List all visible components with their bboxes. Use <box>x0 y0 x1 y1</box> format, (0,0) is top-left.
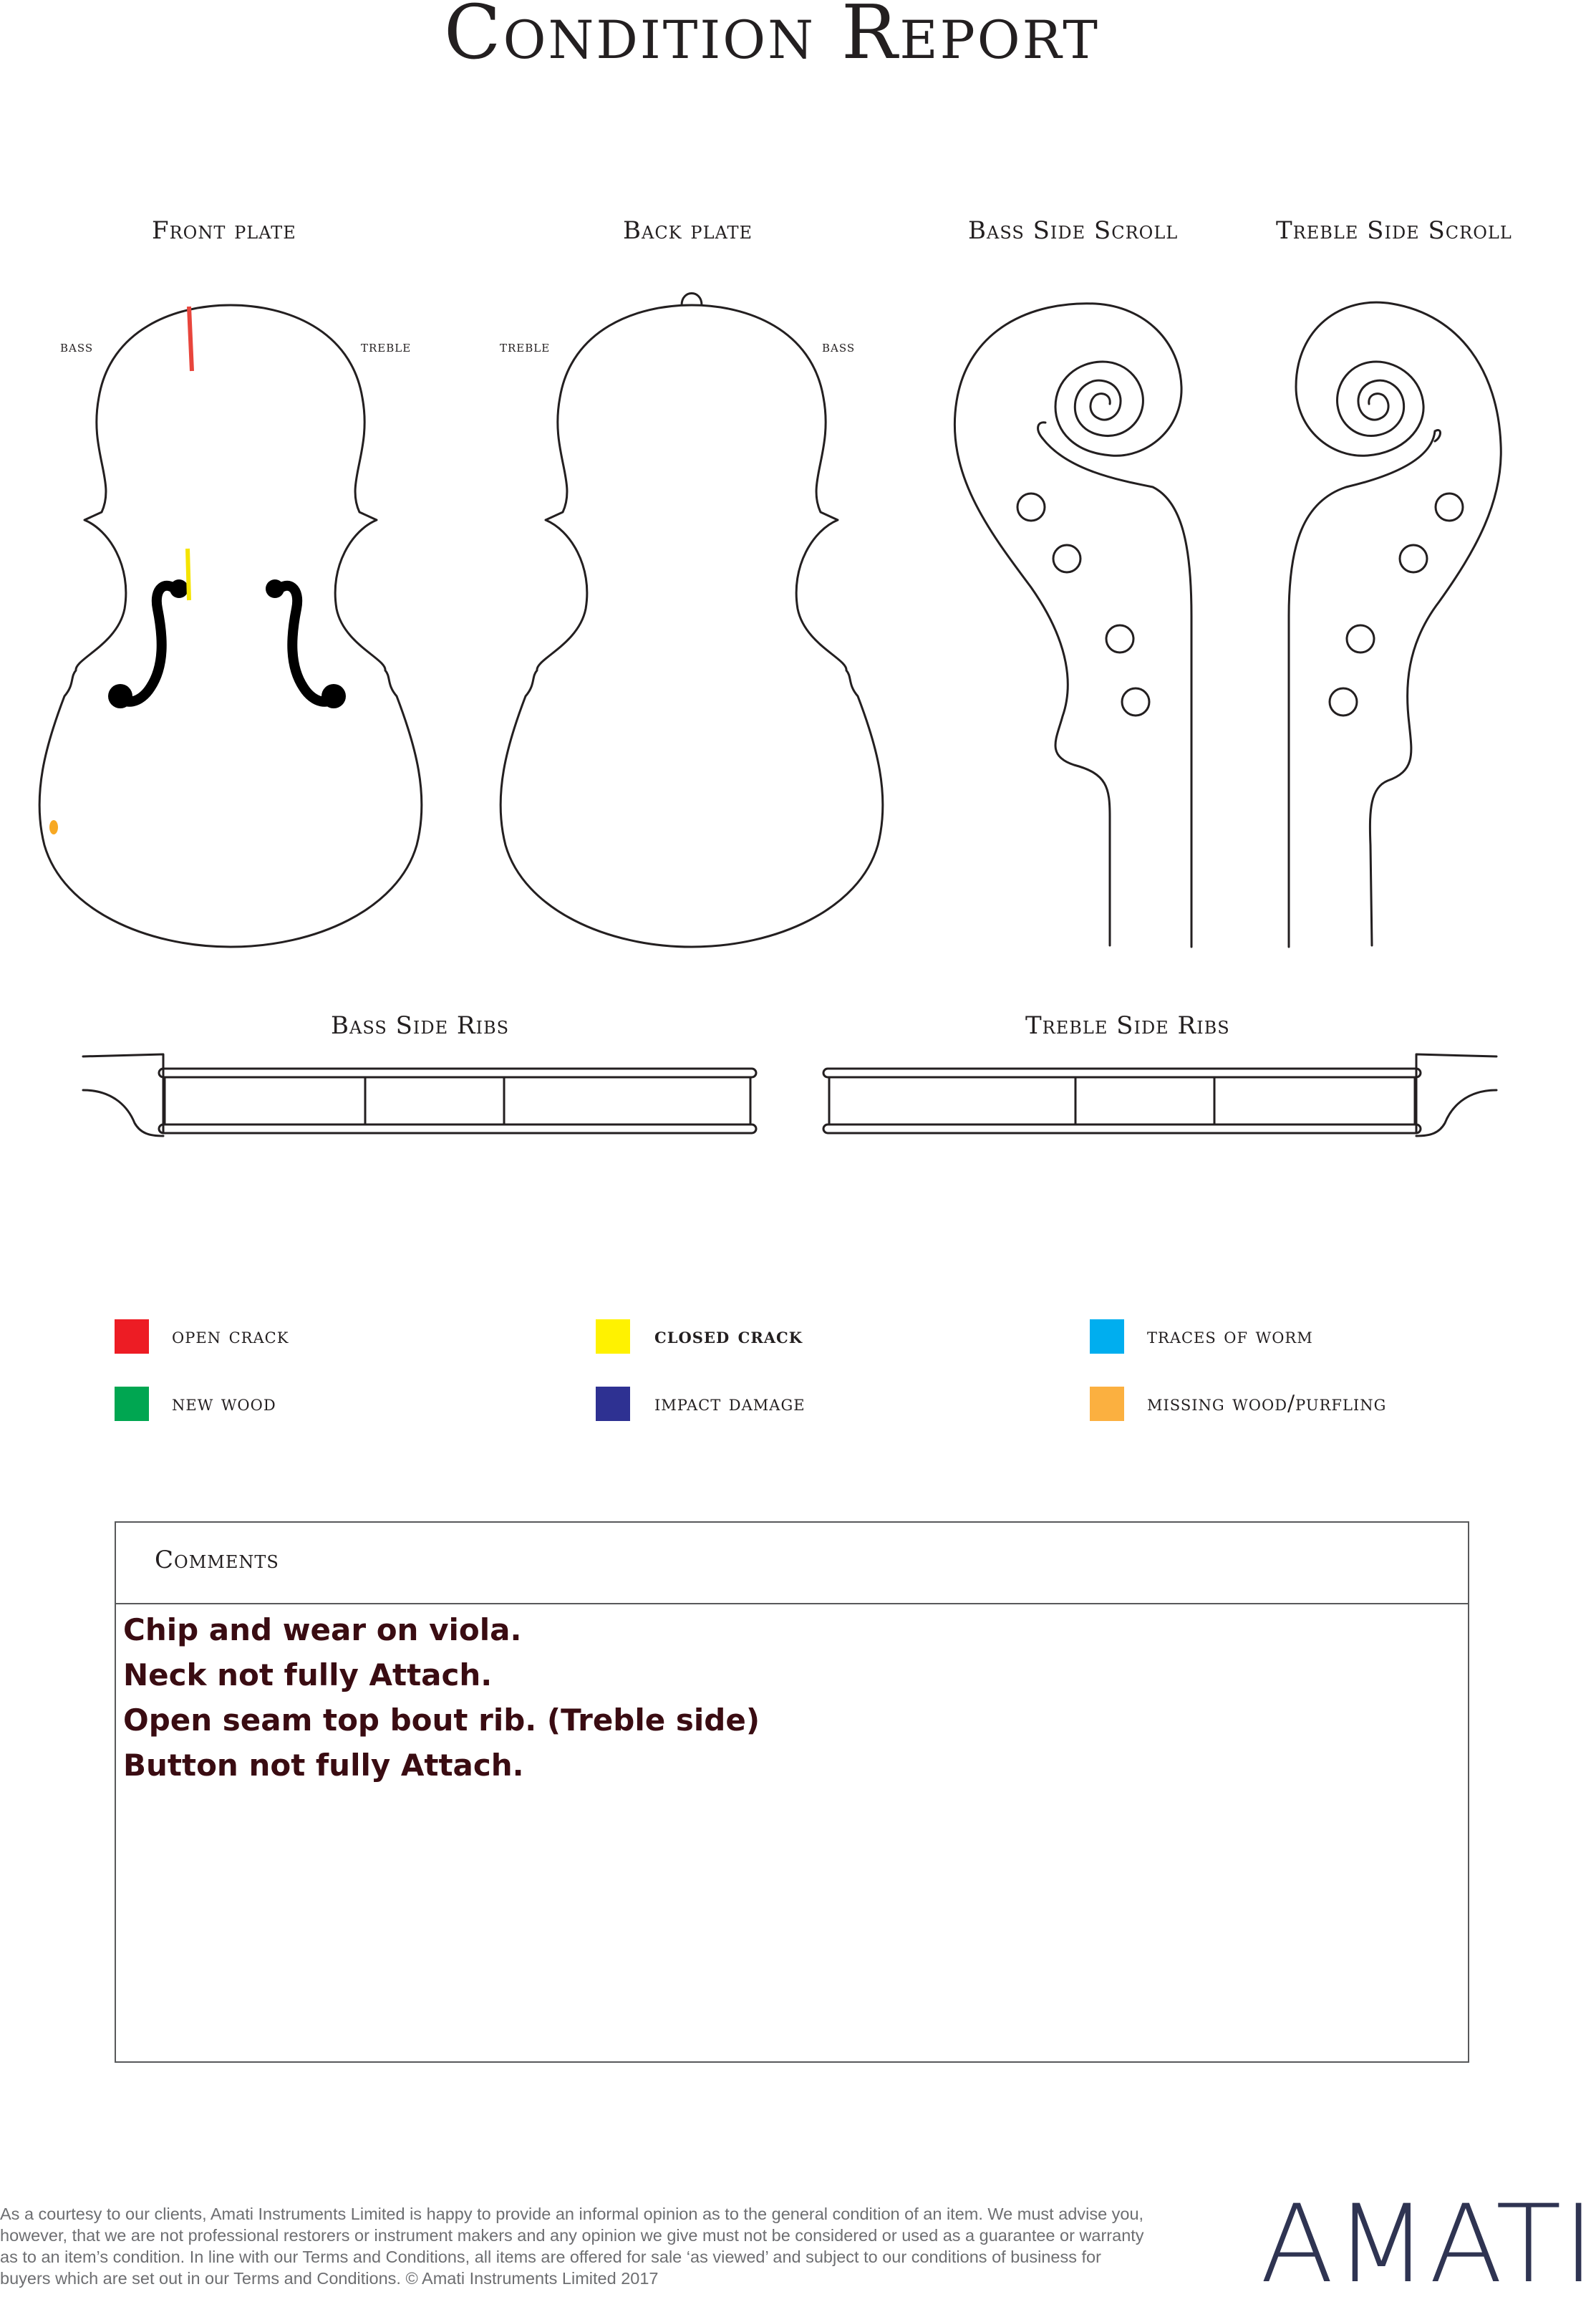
treble-side-ribs-drawing <box>823 1054 1496 1136</box>
legend-new-wood-swatch <box>115 1387 149 1421</box>
comments-box <box>115 1521 1469 2063</box>
legend-open-crack-label: open crack <box>172 1324 289 1349</box>
front-plate-outline <box>39 305 422 947</box>
instrument-diagram <box>0 0 1544 1175</box>
comment-line: Button not fully Attach. <box>123 1748 524 1783</box>
back-bass-side-label: bass <box>822 338 856 356</box>
comments-title: Comments <box>155 1546 279 1574</box>
legend-missing-wood-swatch <box>1090 1387 1124 1421</box>
back-button-outline <box>682 294 702 306</box>
legend-impact-damage-label: impact damage <box>654 1391 806 1416</box>
treble-side-ribs-label: Treble Side Ribs <box>1025 1011 1230 1040</box>
missing-wood-mark <box>49 820 58 834</box>
legend-missing-wood-label: missing wood/purfling <box>1147 1391 1387 1416</box>
comments-header <box>116 1523 1468 1604</box>
front-bass-side-label: bass <box>60 338 94 356</box>
comment-line: Neck not fully Attach. <box>123 1657 493 1692</box>
closed-crack-mark <box>188 549 189 600</box>
disclaimer-text: As a courtesy to our clients, Amati Instruments Limited is happy to provide an informal opinion as to the general condition of an item. We must advise you, however, that we are not professional restorers or instrument makers and any opinion we give must not be considered or used as a guarantee or warranty as to an item’s condition. In line with our Terms and Conditions, all items are offered for sale ‘as viewed’ and subject to our conditions of business for buyers which are set out in our Terms and Conditions. © Amati Instruments Limited 2017 <box>0 2205 1144 2288</box>
legend-closed-crack-swatch <box>596 1319 630 1354</box>
comment-line: Chip and wear on viola. <box>123 1612 522 1647</box>
comment-line: Open seam top bout rib. (Treble side) <box>123 1702 760 1738</box>
back-treble-side-label: treble <box>500 338 551 356</box>
front-treble-side-label: treble <box>361 338 412 356</box>
bass-side-scroll-drawing <box>954 304 1191 947</box>
legend-open-crack-swatch <box>115 1319 149 1354</box>
legend-closed-crack-label: closed crack <box>654 1324 803 1349</box>
front-plate-label: Front plate <box>152 216 296 245</box>
back-plate-label: Back plate <box>623 216 753 245</box>
legend-impact-damage-swatch <box>596 1387 630 1421</box>
treble-side-scroll-label: Treble Side Scroll <box>1276 216 1512 245</box>
legend-new-wood-label: new wood <box>172 1391 276 1416</box>
comments-body <box>123 1607 760 1788</box>
bass-side-ribs-drawing <box>83 1054 756 1136</box>
legend-traces-of-worm-label: traces of worm <box>1147 1324 1313 1349</box>
page-title: Condition Report <box>444 0 1100 76</box>
treble-f-hole <box>278 586 337 702</box>
bass-side-scroll-label: Bass Side Scroll <box>968 216 1179 245</box>
legend-traces-of-worm-swatch <box>1090 1319 1124 1354</box>
treble-side-scroll-drawing <box>1289 302 1501 947</box>
bass-side-ribs-label: Bass Side Ribs <box>331 1011 510 1040</box>
open-crack-mark <box>189 307 192 371</box>
back-plate-outline <box>500 305 883 947</box>
brand-logo: AMATI <box>1260 2182 1596 2307</box>
